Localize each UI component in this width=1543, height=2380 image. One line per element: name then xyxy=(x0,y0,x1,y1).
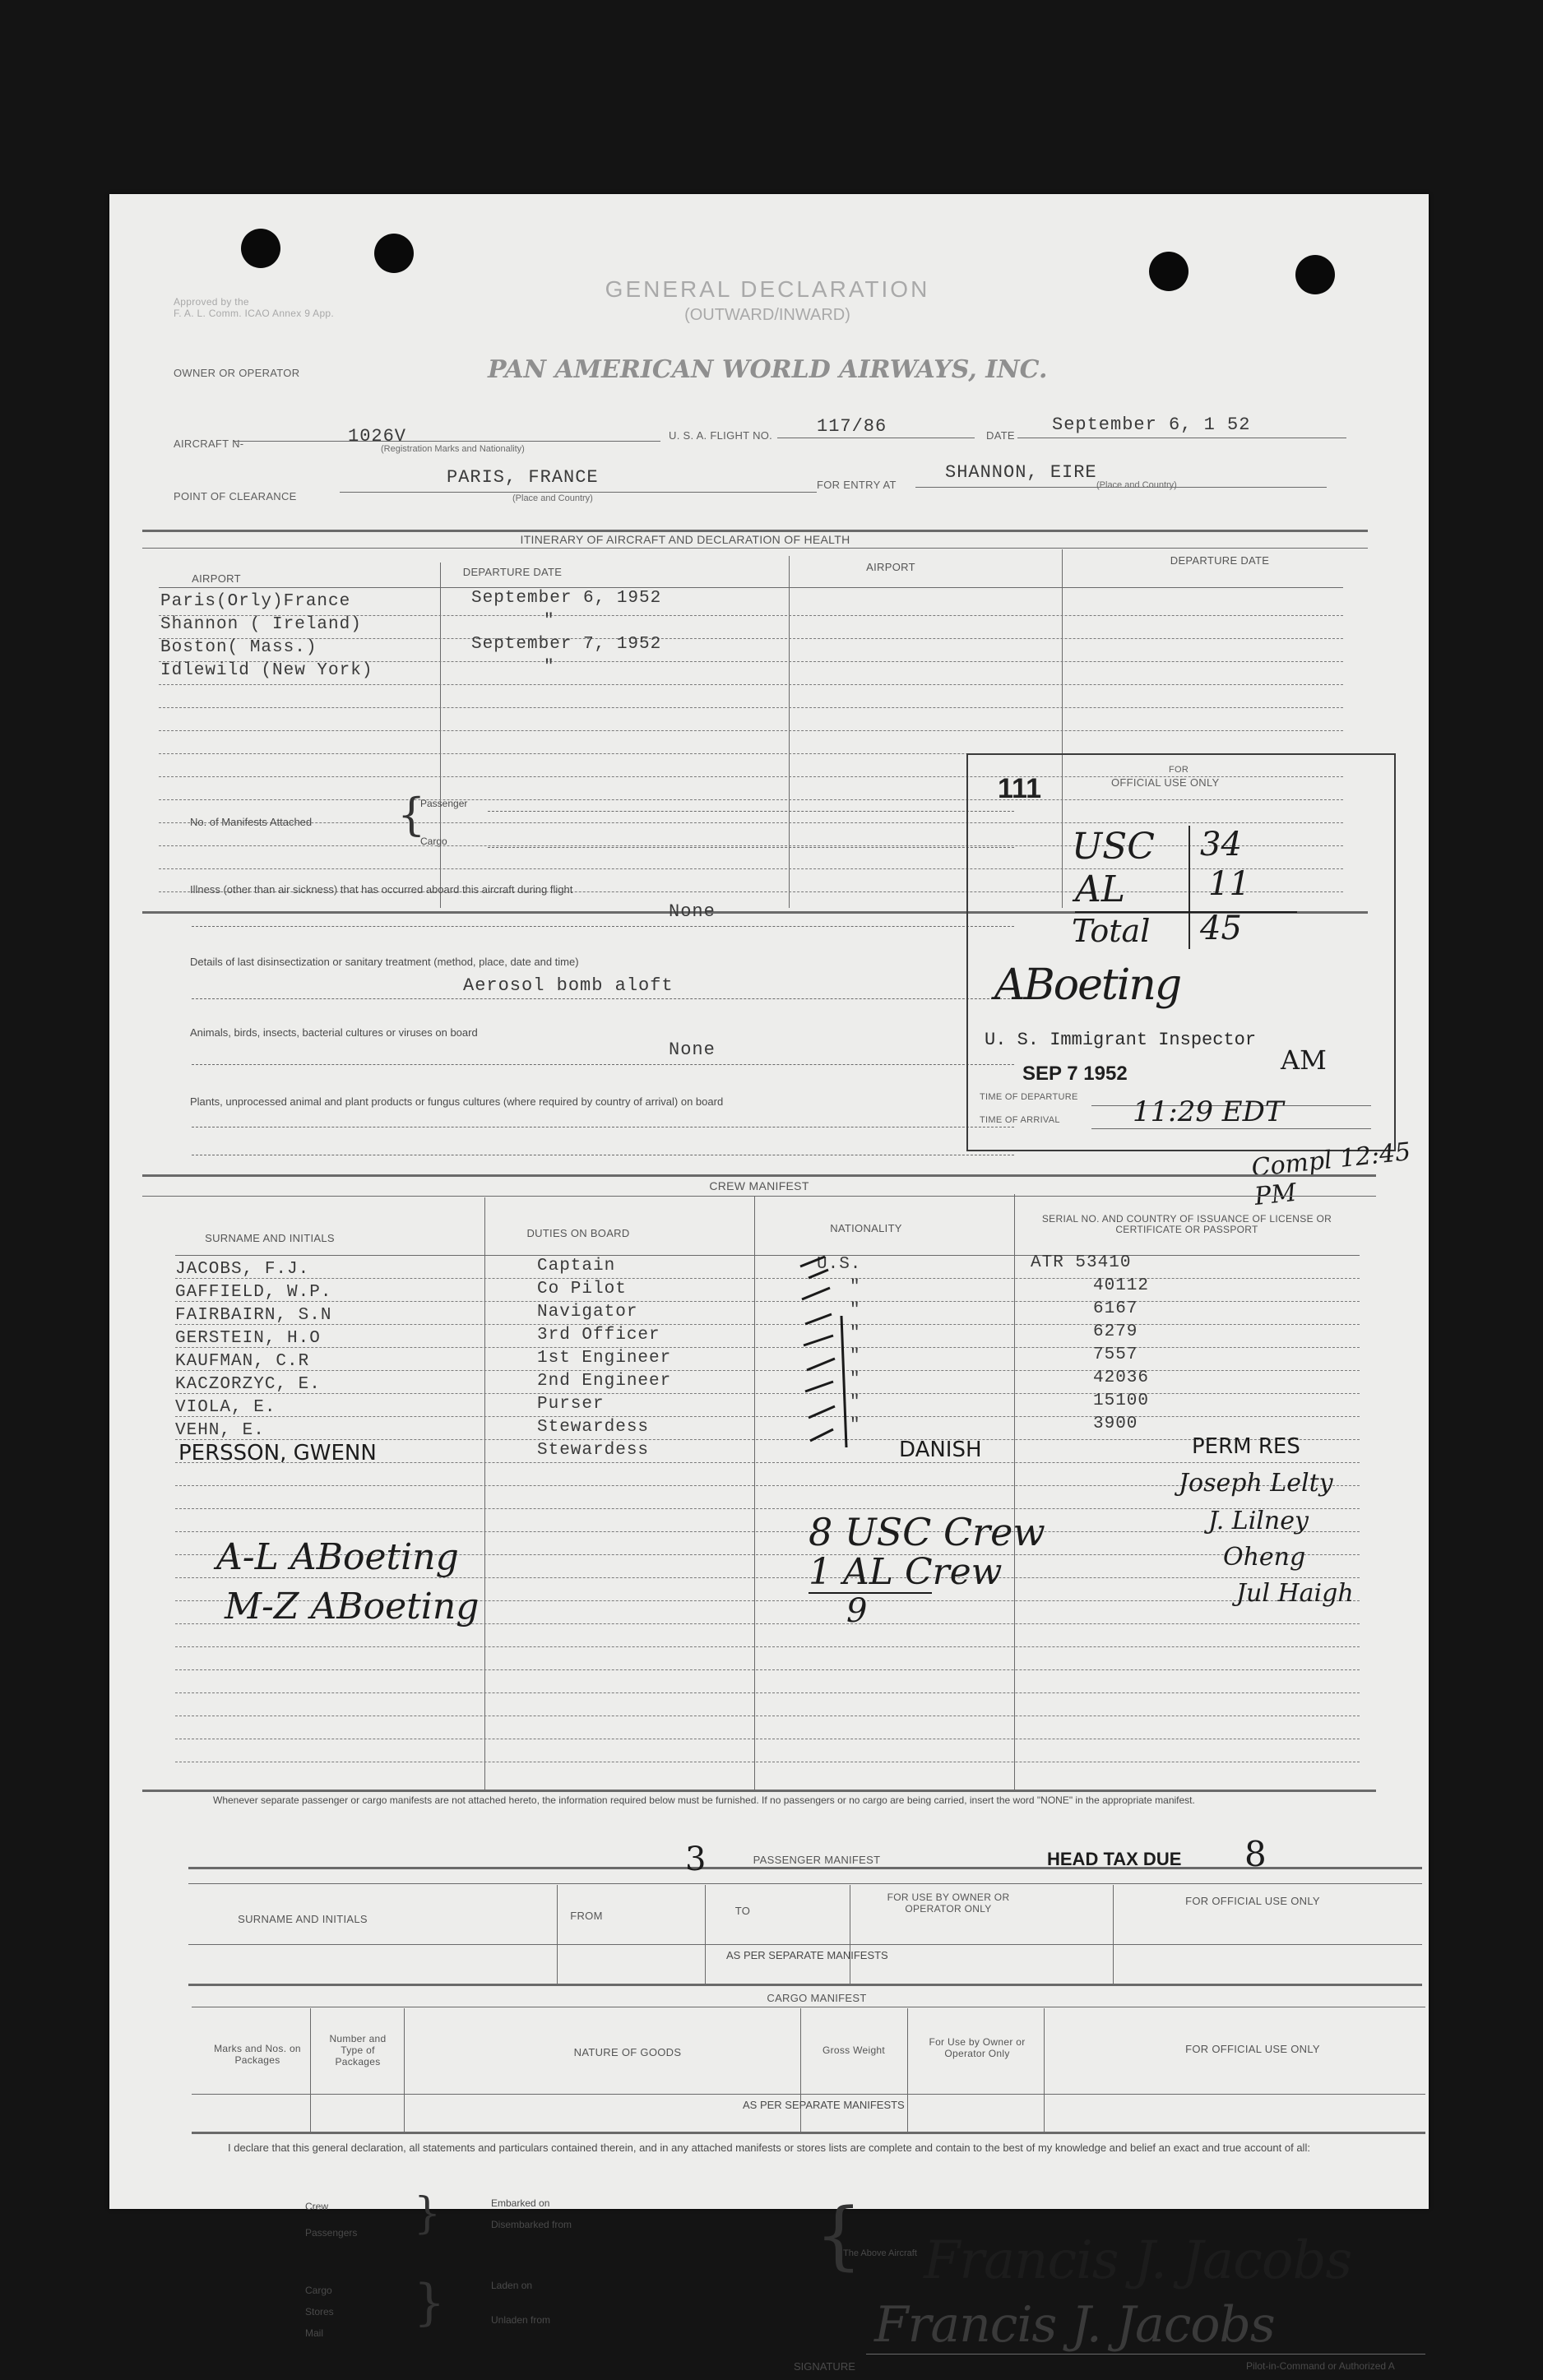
crew-name-7: VIOLA, E. xyxy=(175,1398,276,1417)
mz-sign-note: M-Z ABoeting xyxy=(225,1586,480,1628)
crew-name-2: GAFFIELD, W.P. xyxy=(175,1283,332,1302)
crew-nationality-1: U.S. xyxy=(817,1255,862,1274)
al-crew-note: 1 AL Crew xyxy=(809,1551,1003,1593)
crew-serial-5: 7557 xyxy=(1093,1345,1138,1364)
tally-usc-value: 34 xyxy=(1200,826,1242,864)
brace: } xyxy=(414,2274,446,2331)
crew-header-serial: SERIAL NO. AND COUNTRY OF ISSUANCE OF LICENSE OR CERTIFICATE OR PASSPORT xyxy=(1041,1213,1332,1235)
punch-hole xyxy=(1295,255,1335,294)
crew-signature-3: Oheng xyxy=(1223,1543,1306,1572)
tally-total-label: Total xyxy=(1072,913,1151,949)
crew-name-8: VEHN, E. xyxy=(175,1421,265,1440)
itinerary-date-2: " xyxy=(544,612,555,631)
disinsect-value: Aerosol bomb aloft xyxy=(463,975,674,996)
crew-name-4: GERSTEIN, H.O xyxy=(175,1329,321,1348)
clearance-label: POINT OF CLEARANCE xyxy=(174,490,297,502)
crew-signature-2: J. Lilney xyxy=(1208,1507,1309,1535)
crew-serial-1: ATR 53410 xyxy=(1031,1253,1132,1272)
tally-al-label: AL xyxy=(1075,868,1125,910)
cargo-header-owner: For Use by Owner or Operator Only xyxy=(929,2036,1026,2059)
declaration-laden-label: Laden on xyxy=(491,2280,533,2291)
passenger-label: Passenger xyxy=(420,798,468,809)
declaration-cargo-label: Cargo xyxy=(305,2285,332,2296)
official-for-label: FOR xyxy=(1169,765,1189,775)
crew-signature-1: Joseph Lelty xyxy=(1179,1469,1333,1498)
crew-serial-4: 6279 xyxy=(1093,1322,1138,1341)
itinerary-airport-1: Paris(Orly)France xyxy=(160,592,351,611)
punch-hole xyxy=(374,234,414,273)
itinerary-date-1: September 6, 1952 xyxy=(471,589,662,608)
passenger-separate-note: AS PER SEPARATE MANIFESTS xyxy=(726,1949,888,1961)
illness-label: Illness (other than air sickness) that has occurred aboard this aircraft during flight xyxy=(190,883,573,896)
itinerary-airport-3: Boston( Mass.) xyxy=(160,638,317,657)
passenger-count-note: 3 xyxy=(685,1841,707,1878)
crew-serial-8: 3900 xyxy=(1093,1415,1138,1433)
form-subtitle: (OUTWARD/INWARD) xyxy=(684,306,850,324)
passenger-title: PASSENGER MANIFEST xyxy=(753,1854,881,1866)
crew-duty-7: Purser xyxy=(537,1395,605,1414)
registration-caption: (Registration Marks and Nationality) xyxy=(381,444,525,454)
declaration-disembarked-label: Disembarked from xyxy=(491,2219,572,2230)
flight-label: U. S. A. FLIGHT NO. xyxy=(669,429,773,442)
crew-total-note: 9 xyxy=(846,1592,868,1630)
completed-note: Compl 12:45 PM xyxy=(1249,1137,1412,1211)
animals-value: None xyxy=(669,1040,716,1060)
crew-nationality-5: " xyxy=(850,1347,861,1366)
itinerary-airport-4: Idlewild (New York) xyxy=(160,661,373,680)
itinerary-header-airport-2: AIRPORT xyxy=(866,561,915,573)
plants-label: Plants, unprocessed animal and plant products or fungus cultures (where required by country of arrival) on board xyxy=(190,1095,724,1108)
crew-serial-7: 15100 xyxy=(1093,1391,1150,1410)
cargo-header-marks: Marks and Nos. on Packages xyxy=(214,2043,301,2066)
crew-name-9: PERSSON, GWENN xyxy=(178,1441,377,1466)
date-label: DATE xyxy=(986,429,1015,442)
declaration-text: I declare that this general declaration, all statements and particulars contained therein, and in any attached manifests or stores lists are complete and contain to the best of my knowledge and belief an exact and true account of all: xyxy=(228,2142,1310,2154)
crew-nationality-2: " xyxy=(850,1278,861,1297)
official-number: 111 xyxy=(998,773,1041,804)
crew-nationality-6: " xyxy=(850,1370,861,1389)
entry-label: FOR ENTRY AT xyxy=(817,479,897,491)
head-tax-value: 8 xyxy=(1244,1834,1267,1874)
crew-name-5: KAUFMAN, C.R xyxy=(175,1352,310,1371)
crew-name-6: KACZORZYC, E. xyxy=(175,1375,321,1394)
crew-footnote: Whenever separate passenger or cargo manifests are not attached hereto, the information required below must be furnished. If no passengers or no cargo are being carried, insert the word "NONE" in the appropriate manifest. xyxy=(213,1794,1195,1806)
place-caption: (Place and Country) xyxy=(512,493,593,503)
owner-value: PAN AMERICAN WORLD AIRWAYS, INC. xyxy=(488,355,1048,384)
animals-label: Animals, birds, insects, bacterial cultures or viruses on board xyxy=(190,1026,478,1039)
brace: { xyxy=(397,789,426,840)
pilot-label: Pilot-in-Command or Authorized A xyxy=(1246,2360,1395,2372)
crew-serial-2: 40112 xyxy=(1093,1276,1150,1295)
tally-usc-label: USC xyxy=(1072,826,1155,868)
crew-duty-1: Captain xyxy=(537,1257,616,1276)
crew-duty-5: 1st Engineer xyxy=(537,1349,672,1368)
cargo-header-weight: Gross Weight xyxy=(822,2044,886,2056)
arrival-time-value: 11:29 EDT xyxy=(1133,1095,1284,1128)
form-title: GENERAL DECLARATION xyxy=(605,276,930,302)
brace: { xyxy=(815,2192,863,2279)
approval-text: Approved by the F. A. L. Comm. ICAO Annex 9 App. xyxy=(174,296,335,319)
arrival-time-label: TIME OF ARRIVAL xyxy=(980,1115,1060,1125)
punch-hole xyxy=(241,229,280,268)
declaration-crew-label: Crew xyxy=(305,2201,329,2212)
crew-header-duties: DUTIES ON BOARD xyxy=(526,1227,630,1239)
entry-value: SHANNON, EIRE xyxy=(945,462,1097,483)
flight-value: 117/86 xyxy=(817,416,887,437)
passenger-header-owner: FOR USE BY OWNER OR OPERATOR ONLY xyxy=(887,1891,1010,1915)
crew-duty-2: Co Pilot xyxy=(537,1280,627,1299)
crew-duty-9: Stewardess xyxy=(537,1441,650,1460)
crew-nationality-4: " xyxy=(850,1324,861,1343)
place-caption-2: (Place and Country) xyxy=(1096,480,1177,490)
official-use-box xyxy=(966,753,1396,1151)
declaration-mail-label: Mail xyxy=(305,2327,324,2339)
passenger-header-official: FOR OFFICIAL USE ONLY xyxy=(1185,1895,1320,1907)
declaration-stores-label: Stores xyxy=(305,2306,334,2317)
inspector-signature: ABoeting xyxy=(994,961,1181,1010)
inspector-label: U. S. Immigrant Inspector xyxy=(985,1030,1257,1050)
cargo-title: CARGO MANIFEST xyxy=(767,1992,867,2004)
brace: } xyxy=(414,2189,442,2239)
document-sheet xyxy=(109,194,1429,2373)
declaration-passengers-label: Passengers xyxy=(305,2227,358,2239)
itinerary-header-airport: AIRPORT xyxy=(192,572,241,585)
declaration-unladen-label: Unladen from xyxy=(491,2314,551,2326)
crew-title: CREW MANIFEST xyxy=(709,1179,809,1192)
crew-signature-4: Jul Haigh xyxy=(1236,1579,1354,1608)
aircraft-label: AIRCRAFT N- xyxy=(174,438,244,450)
crew-serial-3: 6167 xyxy=(1093,1299,1138,1318)
crew-name-3: FAIRBAIRN, S.N xyxy=(175,1306,332,1325)
itinerary-date-4: " xyxy=(544,658,555,677)
crew-header-name: SURNAME AND INITIALS xyxy=(205,1232,335,1244)
al-sign-note: A-L ABoeting xyxy=(216,1536,459,1578)
disinsect-label: Details of last disinsectization or sanitary treatment (method, place, date and time) xyxy=(190,956,579,968)
captain-signature: Francis J. Jacobs xyxy=(924,2230,1352,2291)
crew-header-nationality: NATIONALITY xyxy=(830,1222,902,1234)
cargo-header-official: FOR OFFICIAL USE ONLY xyxy=(1185,2043,1320,2055)
crew-duty-8: Stewardess xyxy=(537,1418,650,1437)
captain-signature-2: Francis J. Jacobs xyxy=(874,2296,1275,2354)
cargo-header-packages: Number and Type of Packages xyxy=(329,2033,387,2067)
crew-nationality-8: " xyxy=(850,1416,861,1435)
crew-nationality-3: " xyxy=(850,1301,861,1320)
owner-label: OWNER OR OPERATOR xyxy=(174,367,300,379)
crew-duty-3: Navigator xyxy=(537,1303,638,1322)
date-value: September 6, 1 52 xyxy=(1052,414,1251,435)
punch-hole xyxy=(1149,252,1189,291)
check-marks xyxy=(792,1250,858,1464)
tally-al-value: 11 xyxy=(1208,865,1250,903)
clearance-value: PARIS, FRANCE xyxy=(447,467,599,488)
crew-serial-6: 42036 xyxy=(1093,1368,1150,1387)
crew-serial-9: PERM RES xyxy=(1192,1434,1300,1459)
official-use-label: OFFICIAL USE ONLY xyxy=(1111,776,1220,789)
aircraft-value: 1026V xyxy=(348,426,407,447)
crew-nationality-9: DANISH xyxy=(899,1438,982,1462)
above-aircraft-label: The Above Aircraft xyxy=(843,2248,917,2258)
am-note: AM xyxy=(1281,1044,1327,1076)
crew-name-1: JACOBS, F.J. xyxy=(175,1260,310,1279)
cargo-label: Cargo xyxy=(420,836,447,847)
cargo-separate-note: AS PER SEPARATE MANIFESTS xyxy=(743,2099,905,2111)
crew-duty-4: 3rd Officer xyxy=(537,1326,660,1345)
crew-nationality-7: " xyxy=(850,1393,861,1412)
tally-total-value: 45 xyxy=(1200,910,1242,947)
usc-crew-note: 8 USC Crew xyxy=(809,1510,1045,1554)
cargo-header-goods: NATURE OF GOODS xyxy=(573,2046,682,2058)
manifests-label: No. of Manifests Attached xyxy=(190,816,313,828)
itinerary-header-departure-date: DEPARTURE DATE xyxy=(462,566,563,578)
crew-duty-6: 2nd Engineer xyxy=(537,1372,672,1391)
itinerary-date-3: September 7, 1952 xyxy=(471,635,662,654)
head-tax-label: HEAD TAX DUE xyxy=(1047,1849,1182,1869)
passenger-header-name: SURNAME AND INITIALS xyxy=(238,1913,368,1925)
passenger-header-to: TO xyxy=(734,1905,751,1917)
arrival-stamp-date: SEP 7 1952 xyxy=(1022,1063,1128,1085)
signature-label: SIGNATURE xyxy=(794,2360,855,2373)
itinerary-title: ITINERARY OF AIRCRAFT AND DECLARATION OF HEALTH xyxy=(520,533,850,546)
itinerary-header-departure-date-2: DEPARTURE DATE xyxy=(1170,554,1270,567)
itinerary-airport-2: Shannon ( Ireland) xyxy=(160,615,362,634)
departure-time-label: TIME OF DEPARTURE xyxy=(980,1092,1078,1102)
illness-value: None xyxy=(669,901,716,922)
passenger-header-from: FROM xyxy=(570,1910,603,1922)
declaration-embarked-label: Embarked on xyxy=(491,2197,550,2209)
